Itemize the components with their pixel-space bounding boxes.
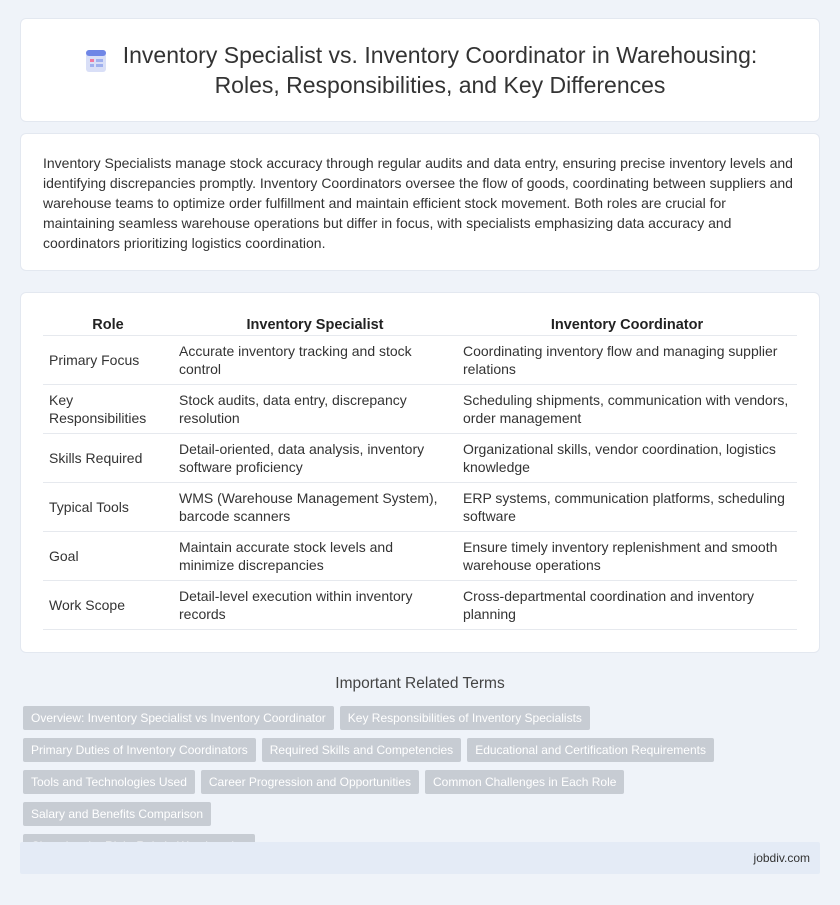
comparison-card bbox=[20, 292, 820, 653]
specialist-cell: WMS (Warehouse Management System), barcode scanners bbox=[173, 483, 457, 532]
row-label: Skills Required bbox=[43, 434, 173, 483]
related-term-link[interactable]: Tools and Technologies Used bbox=[23, 770, 195, 794]
related-term-link[interactable]: Required Skills and Competencies bbox=[262, 738, 461, 762]
related-term-link[interactable]: Overview: Inventory Specialist vs Inventory Coordinator bbox=[23, 706, 334, 730]
row-label: Key Responsibilities bbox=[43, 385, 173, 434]
related-terms-title: Important Related Terms bbox=[335, 675, 505, 692]
comparison-table bbox=[43, 311, 797, 630]
intro-text: Inventory Specialists manage stock accuracy through regular audits and data entry, ensuring precise inventory levels and identifying discrepancies promptly. Inventory Coordinators oversee the flow of goods, coordinating between suppliers and warehouse teams to optimize order fulfillment and maintain efficient stock movement. Both roles are crucial for maintaining seamless warehouse operations but differ in focus, with specialists emphasizing data accuracy and coordinators prioritizing logistics coordination. bbox=[43, 155, 793, 251]
specialist-cell: Detail-level execution within inventory records bbox=[173, 581, 457, 630]
row-label: Typical Tools bbox=[43, 483, 173, 532]
coordinator-cell: ERP systems, communication platforms, scheduling software bbox=[457, 483, 797, 532]
related-term-link[interactable]: Educational and Certification Requirements bbox=[467, 738, 714, 762]
related-term-link[interactable]: Key Responsibilities of Inventory Specialists bbox=[340, 706, 590, 730]
specialist-cell: Accurate inventory tracking and stock control bbox=[173, 336, 457, 385]
related-term-link[interactable]: Primary Duties of Inventory Coordinators bbox=[23, 738, 256, 762]
header-role: Role bbox=[43, 311, 173, 336]
row-label: Goal bbox=[43, 532, 173, 581]
table-row bbox=[43, 483, 797, 532]
table-row bbox=[43, 434, 797, 483]
coordinator-cell: Coordinating inventory flow and managing supplier relations bbox=[457, 336, 797, 385]
intro-card bbox=[20, 133, 820, 271]
table-header-row bbox=[43, 311, 797, 336]
footer-site-link[interactable]: jobdiv.com bbox=[753, 851, 810, 865]
coordinator-cell: Organizational skills, vendor coordination, logistics knowledge bbox=[457, 434, 797, 483]
related-term-link[interactable]: Salary and Benefits Comparison bbox=[23, 802, 211, 826]
table-row bbox=[43, 581, 797, 630]
title-line-2: Roles, Responsibilities, and Key Differences bbox=[214, 72, 666, 98]
coordinator-cell: Ensure timely inventory replenishment and smooth warehouse operations bbox=[457, 532, 797, 581]
header-card bbox=[20, 18, 820, 122]
document-icon bbox=[83, 48, 109, 74]
row-label: Work Scope bbox=[43, 581, 173, 630]
specialist-cell: Stock audits, data entry, discrepancy resolution bbox=[173, 385, 457, 434]
header-coordinator: Inventory Coordinator bbox=[457, 311, 797, 336]
title-line-1: Inventory Specialist vs. Inventory Coordinator in Warehousing: bbox=[122, 42, 758, 68]
table-row bbox=[43, 336, 797, 385]
page-title bbox=[123, 40, 758, 100]
specialist-cell: Detail-oriented, data analysis, inventory software proficiency bbox=[173, 434, 457, 483]
header-specialist: Inventory Specialist bbox=[173, 311, 457, 336]
coordinator-cell: Scheduling shipments, communication with vendors, order management bbox=[457, 385, 797, 434]
specialist-cell: Maintain accurate stock levels and minimize discrepancies bbox=[173, 532, 457, 581]
related-term-link[interactable]: Common Challenges in Each Role bbox=[425, 770, 624, 794]
coordinator-cell: Cross-departmental coordination and inventory planning bbox=[457, 581, 797, 630]
related-term-link[interactable]: Career Progression and Opportunities bbox=[201, 770, 419, 794]
row-label: Primary Focus bbox=[43, 336, 173, 385]
table-row bbox=[43, 385, 797, 434]
footer bbox=[20, 842, 820, 874]
table-row bbox=[43, 532, 797, 581]
